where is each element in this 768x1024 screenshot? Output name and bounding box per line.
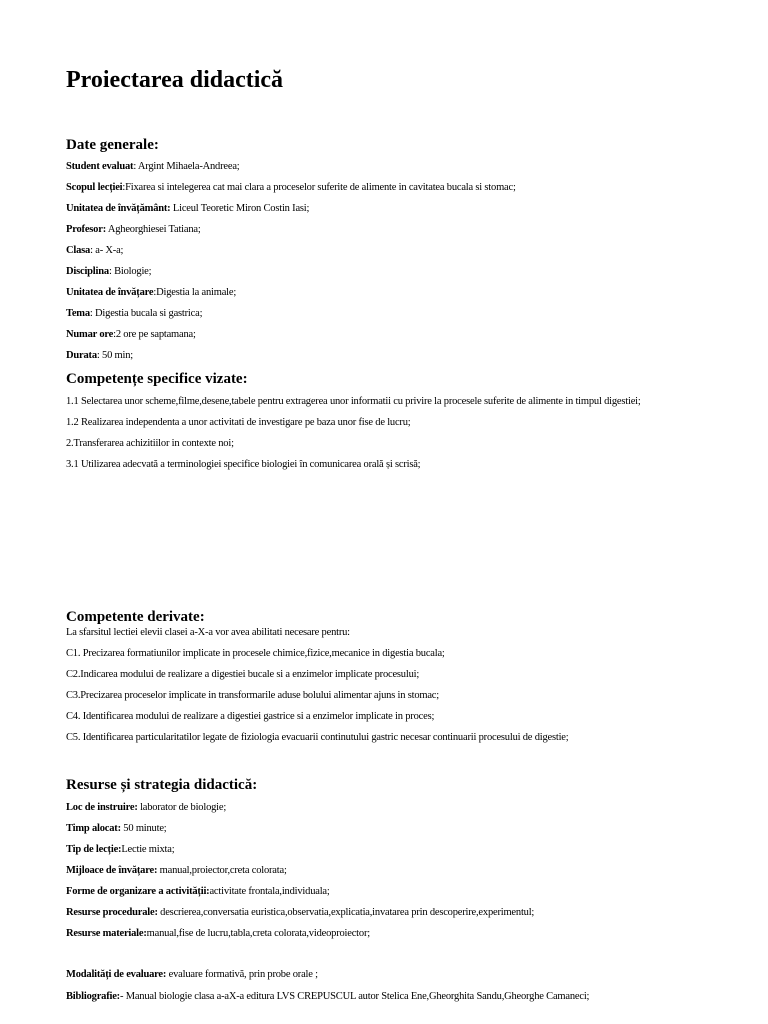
- general-line: [66, 244, 123, 258]
- general-line: [66, 181, 516, 195]
- specific-item: 2.Transferarea achizitiilor in contexte noi;: [66, 438, 234, 449]
- resources-label: Mijloace de învățare:: [66, 865, 158, 876]
- general-value: : a- X-a;: [90, 245, 124, 256]
- resources-line: [66, 906, 534, 920]
- general-value: : Argint Mihaela-Andreea;: [133, 161, 240, 172]
- general-label: Disciplina: [66, 266, 109, 277]
- general-value: : 50 min;: [96, 350, 134, 361]
- resources-line: [66, 927, 370, 941]
- general-value: : Biologie;: [108, 266, 152, 277]
- evaluation-label: Modalități de evaluare:: [66, 969, 167, 980]
- bibliography-value: - Manual biologie clasa a-aX-a editura LVS CREPUSCUL autor Stelica Ene,Gheorghita Sandu,Gheorghe Camaneci;: [119, 991, 590, 1002]
- resources-label: Resurse procedurale:: [66, 907, 158, 918]
- resources-label: Loc de instruire:: [66, 802, 138, 813]
- resources-line: [66, 864, 287, 878]
- resources-line: [66, 843, 174, 857]
- resources-value: descrierea,conversatia euristica,observatia,explicatia,invatarea prin descoperire,experimentul;: [157, 907, 535, 918]
- resources-label: Resurse materiale:: [66, 928, 147, 939]
- general-value: :2 ore pe saptamana;: [113, 329, 196, 340]
- specific-item: 3.1 Utilizarea adecvată a terminologiei specifice biologiei în comunicarea orală și scrisă;: [66, 459, 421, 470]
- derived-item: C3.Precizarea proceselor implicate in transformarile aduse bolului alimentar ajuns in stomac;: [66, 690, 439, 701]
- resources-label: Timp alocat:: [66, 823, 121, 834]
- general-line: [66, 286, 236, 300]
- general-line: [66, 202, 309, 216]
- derived-item: C5. Identificarea particularitatilor legate de fiziologia evacuarii continutului gastric necesar continuarii procesului de digestie;: [66, 732, 569, 743]
- resources-value: laborator de biologie;: [137, 802, 227, 813]
- general-label: Numar ore: [66, 329, 114, 340]
- bibliography-label: Bibliografie:: [66, 991, 120, 1002]
- general-value: :Fixarea si intelegerea cat mai clara a proceselor suferite de alimente in cavitatea bucala si stomac;: [122, 182, 516, 193]
- page-title: Proiectarea didactică: [66, 67, 284, 93]
- general-label: Tema: [66, 308, 90, 319]
- resources-value: manual,proiector,creta colorata;: [157, 865, 287, 876]
- general-label: Unitatea de învățare: [66, 287, 154, 298]
- general-label: Scopul lecției: [66, 182, 123, 193]
- evaluation-value: evaluare formativă, prin probe orale ;: [166, 969, 318, 980]
- general-label: Unitatea de învățământ:: [66, 203, 171, 214]
- resources-line: [66, 822, 167, 836]
- general-line: [66, 223, 201, 237]
- general-line: [66, 307, 202, 321]
- resources-line: [66, 885, 330, 899]
- resources-value: 50 minute;: [120, 823, 167, 834]
- derived-item: C4. Identificarea modului de realizare a digestiei gastrice si a enzimelor implicate in proces;: [66, 711, 435, 722]
- evaluation-line: [66, 968, 318, 982]
- resources-value: activitate frontala,individuala;: [209, 886, 330, 897]
- bibliography-line: [66, 990, 589, 1004]
- general-line: [66, 265, 151, 279]
- general-line: [66, 328, 196, 342]
- specific-item: 1.1 Selectarea unor scheme,filme,desene,tabele pentru extragerea unor informatii cu privire la procesele suferite de alimente in timpul digestiei;: [66, 396, 641, 407]
- general-label: Profesor:: [66, 224, 106, 235]
- specific-item: 1.2 Realizarea independenta a unor activitati de investigare pe baza unor fise de lucru;: [66, 417, 411, 428]
- general-label: Durata: [66, 350, 97, 361]
- derived-heading: Competente derivate:: [66, 609, 205, 625]
- resources-value: manual,fise de lucru,tabla,creta colorata,videoproiector;: [146, 928, 370, 939]
- derived-item: C2.Indicarea modului de realizare a digestiei bucale si a enzimelor implicate procesului;: [66, 669, 420, 680]
- resources-line: [66, 801, 226, 815]
- resources-label: Tip de lecție:: [66, 844, 122, 855]
- general-value: :Digestia la animale;: [153, 287, 237, 298]
- general-value: Agheorghiesei Tatiana;: [106, 224, 201, 235]
- general-value: : Digestia bucala si gastrica;: [89, 308, 203, 319]
- resources-heading: Resurse și strategia didactică:: [66, 777, 258, 793]
- general-heading: Date generale:: [66, 137, 159, 153]
- general-label: Clasa: [66, 245, 91, 256]
- resources-value: Lectie mixta;: [121, 844, 175, 855]
- general-line: [66, 349, 133, 363]
- general-label: Student evaluat: [66, 161, 134, 172]
- derived-item: C1. Precizarea formatiunilor implicate in procesele chimice,fizice,mecanice in digestia bucala;: [66, 648, 445, 659]
- general-line: [66, 160, 240, 174]
- general-value: Liceul Teoretic Miron Costin Iasi;: [170, 203, 310, 214]
- specific-heading: Competențe specifice vizate:: [66, 371, 248, 387]
- resources-label: Forme de organizare a activității:: [66, 886, 210, 897]
- derived-intro: La sfarsitul lectiei elevii clasei a-X-a vor avea abilitati necesare pentru:: [66, 627, 350, 638]
